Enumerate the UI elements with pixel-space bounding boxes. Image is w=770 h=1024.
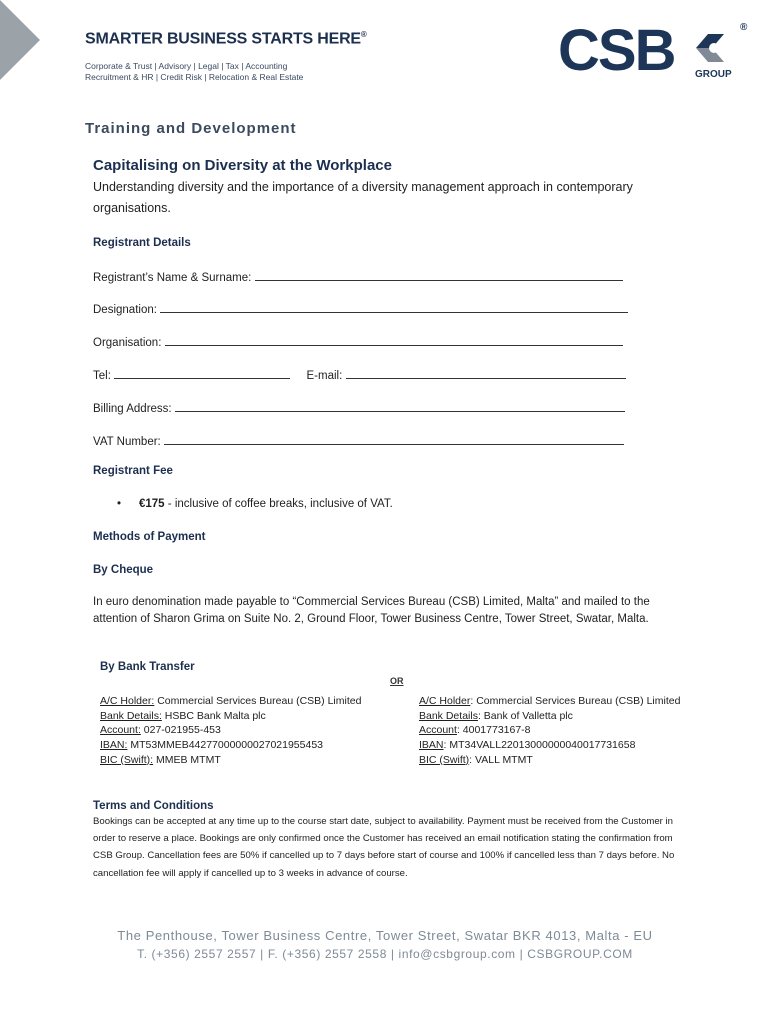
- fee-details: - inclusive of coffee breaks, inclusive of VAT.: [164, 498, 393, 510]
- bank-details-hsbc: A/C Holder: Commercial Services Bureau (CSB) Limited Bank Details: HSBC Bank Malta plc Account: 027-021955-453 IBAN: MT53MMEB44277000000027021955453 BIC (Swift): MMEB MTMT: [100, 695, 362, 766]
- designation-label: Designation:: [93, 304, 157, 316]
- organisation-input-line[interactable]: [165, 334, 623, 346]
- services-line-2: Recruitment & HR | Credit Risk | Relocation & Real Estate: [85, 72, 304, 82]
- organisation-label: Organisation:: [93, 337, 162, 349]
- billing-address-field[interactable]: [93, 400, 625, 415]
- name-label: Registrant’s Name & Surname:: [93, 272, 252, 284]
- services-line-1: Corporate & Trust | Advisory | Legal | Tax | Accounting: [85, 61, 288, 71]
- cheque-instructions: In euro denomination made payable to “Commercial Services Bureau (CSB) Limited, Malta” and mailed to the attention of Sharon Grima on Suite No. 2, Ground Floor, Tower Business Centre, Tower Street, Swatar, Malta.: [93, 596, 650, 625]
- logo-registered-mark: ®: [740, 22, 748, 33]
- email-input-line[interactable]: [346, 367, 626, 379]
- tel-label: Tel:: [93, 370, 111, 382]
- registrant-fee-heading: Registrant Fee: [93, 465, 173, 477]
- course-description: Understanding diversity and the importance of a diversity management approach in contemporary organisations.: [93, 180, 633, 215]
- email-label: E-mail:: [306, 370, 343, 382]
- section-title: Training and Development: [85, 120, 297, 137]
- tel-input-line[interactable]: [114, 367, 290, 379]
- course-title: Capitalising on Diversity at the Workplace: [93, 157, 392, 174]
- bank-details-bov: A/C Holder: Commercial Services Bureau (CSB) Limited Bank Details: Bank of Valletta plc Account: 4001773167-8 IBAN: MT34VALL22013000000040017731658 BIC (Swift): VALL MTMT: [419, 695, 681, 766]
- tel-email-field[interactable]: [93, 367, 626, 382]
- name-input-line[interactable]: [255, 269, 623, 281]
- terms-heading: Terms and Conditions: [93, 800, 214, 812]
- by-cheque-heading: By Cheque: [93, 564, 154, 576]
- billing-label: Billing Address:: [93, 403, 172, 415]
- or-separator: OR: [390, 676, 404, 686]
- terms-text: Bookings can be accepted at any time up to the course start date, subject to availability. Payment must be received from the Customer in order to reserve a place. Bookings are only confirmed once the Customer has received an email notification stating the confirmation from CSB Group. Cancellation fees are 50% if cancelled up to 7 days before start of course and 100% if cancelled less than 7 days before. No cancellation fee will apply if cancelled up to 3 weeks in advance of course.: [93, 816, 675, 879]
- designation-field[interactable]: [93, 301, 628, 316]
- name-field[interactable]: [93, 269, 623, 284]
- by-bank-transfer-heading: By Bank Transfer: [100, 661, 195, 673]
- csb-logo-text: CSB: [558, 18, 675, 83]
- designation-input-line[interactable]: [160, 301, 628, 313]
- fee-text: [139, 498, 393, 510]
- footer-address: The Penthouse, Tower Business Centre, Tower Street, Swatar BKR 4013, Malta - EU: [117, 928, 653, 943]
- billing-input-line[interactable]: [175, 400, 625, 412]
- vat-number-field[interactable]: [93, 433, 624, 448]
- vat-label: VAT Number:: [93, 436, 161, 448]
- fee-amount: €175: [139, 498, 165, 510]
- csb-logo-mark-icon: [690, 30, 730, 66]
- footer-contact: T. (+356) 2557 2557 | F. (+356) 2557 2558 | info@csbgroup.com | CSBGROUP.COM: [137, 947, 633, 961]
- bullet-icon: •: [117, 498, 122, 510]
- header-tagline: SMARTER BUSINESS STARTS HERE®: [85, 30, 367, 48]
- methods-of-payment-heading: Methods of Payment: [93, 531, 206, 543]
- vat-input-line[interactable]: [164, 433, 624, 445]
- csb-logo-group-text: GROUP: [695, 69, 732, 80]
- registrant-details-heading: Registrant Details: [93, 237, 191, 249]
- organisation-field[interactable]: [93, 334, 623, 349]
- corner-triangle-decoration: [0, 0, 40, 80]
